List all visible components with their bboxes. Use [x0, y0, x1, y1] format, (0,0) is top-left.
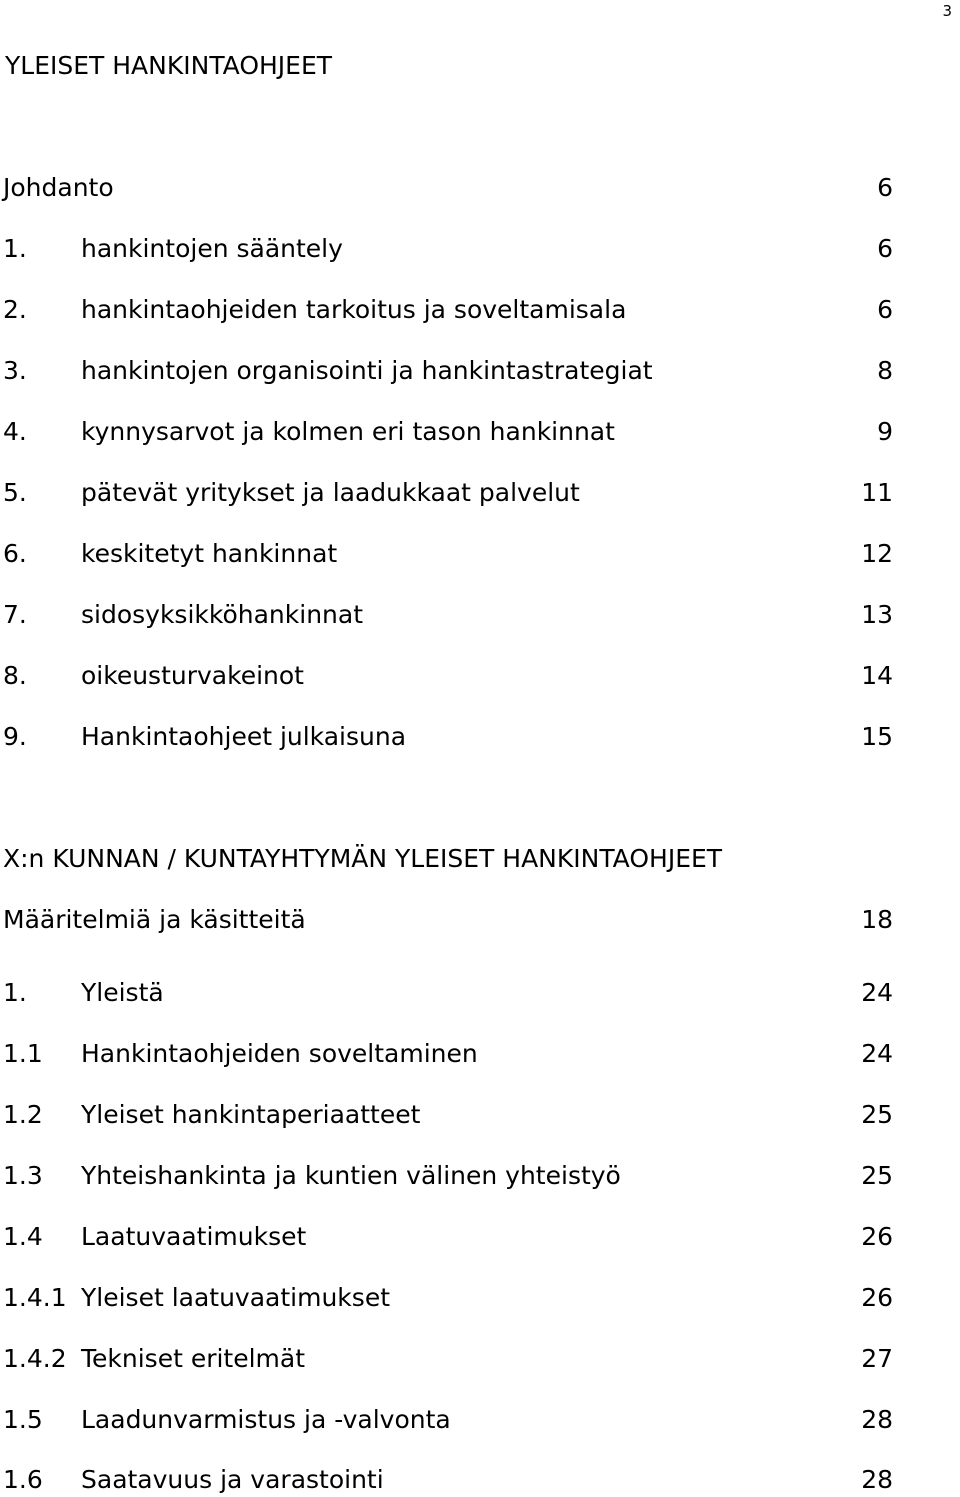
toc-entry-text: Saatavuus ja varastointi: [81, 1465, 384, 1494]
toc-entry-number: 1.5: [3, 1405, 43, 1434]
toc-entry-page: 15: [861, 722, 893, 751]
toc-entry-page: 24: [861, 978, 893, 1007]
toc-entry-text: Hankintaohjeet julkaisuna: [81, 722, 407, 751]
toc-entry-number: 2.: [3, 295, 27, 324]
toc-entry: [0, 232, 960, 266]
toc-entry: [0, 1281, 960, 1315]
toc-entry-text: Johdanto: [3, 173, 114, 202]
toc-entry-text: Määritelmiä ja käsitteitä: [3, 905, 306, 934]
toc-entry: [0, 293, 960, 327]
toc-entry-number: 3.: [3, 356, 27, 385]
toc-entry-page: 24: [861, 1039, 893, 1068]
toc-entry: [0, 1220, 960, 1254]
toc-entry: [0, 476, 960, 510]
toc-entry-number: 5.: [3, 478, 27, 507]
toc-entry: [0, 1037, 960, 1071]
toc-entry-text: Laadunvarmistus ja -valvonta: [81, 1405, 451, 1434]
toc-entry-page: 12: [861, 539, 893, 568]
toc-entry-page: 27: [861, 1344, 893, 1373]
toc-entry-text: Laatuvaatimukset: [81, 1222, 307, 1251]
toc-entry-text: Yleiset laatuvaatimukset: [81, 1283, 390, 1312]
toc-entry-page: 6: [877, 295, 893, 324]
toc-entry-number: 4.: [3, 417, 27, 446]
toc-entry-text: Yleiset hankintaperiaatteet: [81, 1100, 421, 1129]
toc-entry-number: 1.2: [3, 1100, 43, 1129]
toc-entry-text: Tekniset eritelmät: [81, 1344, 306, 1373]
toc-entry-number: 6.: [3, 539, 27, 568]
toc-entry: [0, 1098, 960, 1132]
toc-entry-johdanto: [0, 171, 960, 205]
toc-entry-page: 28: [861, 1465, 893, 1494]
toc-entry-page: 26: [861, 1283, 893, 1312]
toc-entry-number: 8.: [3, 661, 27, 690]
toc-entry-number: 1.4.2: [3, 1344, 67, 1373]
toc-entry-page: 26: [861, 1222, 893, 1251]
toc-entry-number: 9.: [3, 722, 27, 751]
toc-entry-text: Yhteishankinta ja kuntien välinen yhteistyö: [81, 1161, 621, 1190]
toc-entry-page: 13: [861, 600, 893, 629]
toc-entry-text: hankintojen organisointi ja hankintastrategiat: [81, 356, 653, 385]
toc-entry-page: 14: [861, 661, 893, 690]
document-title: YLEISET HANKINTAOHJEET: [5, 51, 333, 80]
toc-entry-text: oikeusturvakeinot: [81, 661, 304, 690]
toc-entry-number: 1.4.1: [3, 1283, 67, 1312]
toc-entry: [0, 415, 960, 449]
toc-entry-text: Yleistä: [81, 978, 164, 1007]
toc-entry-page: 11: [861, 478, 893, 507]
toc-entry-page: 25: [861, 1161, 893, 1190]
toc-entry: [0, 1403, 960, 1437]
toc-entry-text: keskitetyt hankinnat: [81, 539, 338, 568]
toc-entry-number: 1.4: [3, 1222, 43, 1251]
toc-entry-page: 8: [877, 356, 893, 385]
toc-entry-page: 18: [861, 905, 893, 934]
toc-entry-text: pätevät yritykset ja laadukkaat palvelut: [81, 478, 580, 507]
section-heading: X:n KUNNAN / KUNTAYHTYMÄN YLEISET HANKINTAOHJEET: [3, 844, 723, 873]
toc-entry: [0, 354, 960, 388]
toc-entry-page: 9: [877, 417, 893, 446]
toc-entry: [0, 1159, 960, 1193]
toc-entry: [0, 537, 960, 571]
toc-entry-number: 1.: [3, 234, 27, 263]
toc-entry: [0, 1463, 960, 1497]
toc-entry-page: 28: [861, 1405, 893, 1434]
toc-entry-text: hankintaohjeiden tarkoitus ja soveltamisala: [81, 295, 627, 324]
toc-entry-text: hankintojen sääntely: [81, 234, 343, 263]
toc-entry-definitions: [0, 903, 960, 937]
toc-entry: [0, 1342, 960, 1376]
toc-entry-number: 1.6: [3, 1465, 43, 1494]
toc-entry-number: 1.3: [3, 1161, 43, 1190]
toc-entry-number: 1.1: [3, 1039, 43, 1068]
page-number: 3: [942, 2, 952, 20]
toc-entry-text: sidosyksikköhankinnat: [81, 600, 364, 629]
toc-entry-number: 7.: [3, 600, 27, 629]
toc-entry-page: 6: [877, 234, 893, 263]
toc-entry: [0, 598, 960, 632]
toc-entry-page: 25: [861, 1100, 893, 1129]
toc-entry-page: 6: [877, 173, 893, 202]
toc-entry: [0, 720, 960, 754]
toc-entry-text: Hankintaohjeiden soveltaminen: [81, 1039, 478, 1068]
toc-entry-text: kynnysarvot ja kolmen eri tason hankinnat: [81, 417, 615, 446]
toc-entry-number: 1.: [3, 978, 27, 1007]
toc-entry: [0, 976, 960, 1010]
toc-entry: [0, 659, 960, 693]
